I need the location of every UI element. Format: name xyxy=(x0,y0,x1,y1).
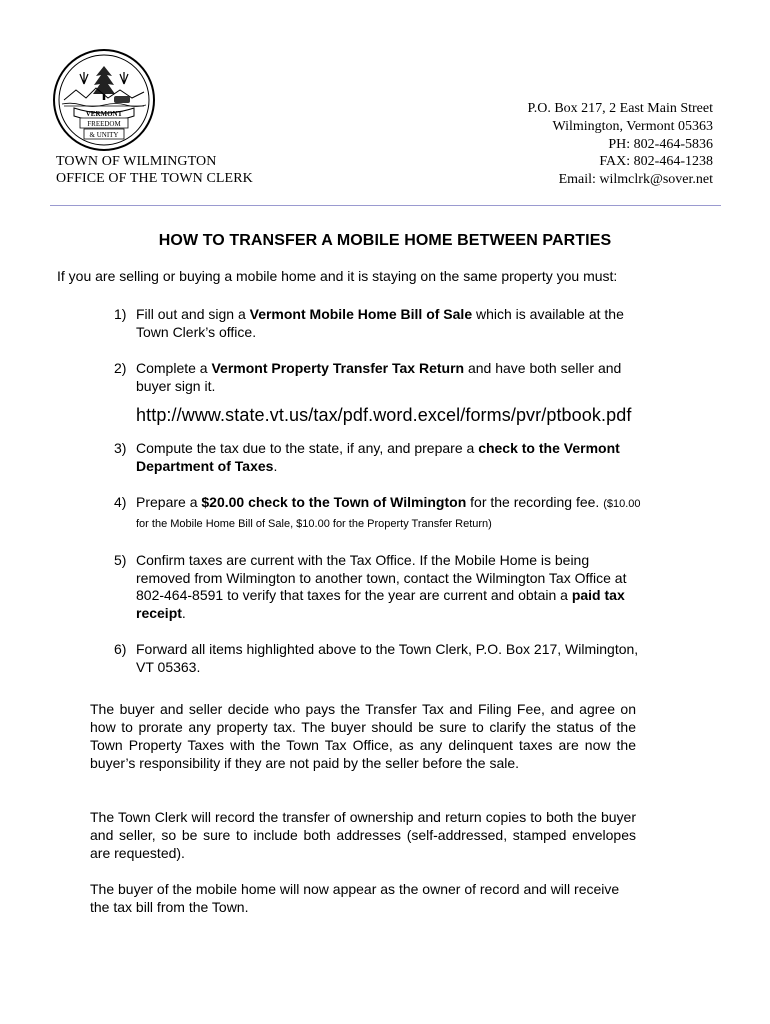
step-bold: Vermont Property Transfer Tax Return xyxy=(211,360,465,376)
seal-top-text: VERMONT xyxy=(85,110,123,118)
step-number: 5) xyxy=(114,552,127,568)
step-number: 3) xyxy=(114,440,127,456)
paragraph-owner-of-record: The buyer of the mobile home will now appear as the owner of record and will receive the tax bill from the Town. xyxy=(90,881,620,915)
step-text-end: and have both seller and buyer sign it. xyxy=(136,360,622,394)
step-text-end: . xyxy=(273,457,278,474)
contact-address: P.O. Box 217, 2 East Main Street xyxy=(527,101,713,116)
step-text: Complete a xyxy=(136,360,212,376)
contact-email[interactable]: Email: wilmclrk@sover.net xyxy=(558,172,713,188)
step-item xyxy=(114,641,644,676)
paragraph-recording: The Town Clerk will record the transfer of ownership and return copies to both the buyer and seller, so be sure to include both addresses (self-addressed, stamped envelopes are requested). xyxy=(90,809,636,861)
step-bold: paid tax receipt xyxy=(136,587,625,621)
step-text-end: . xyxy=(181,604,186,621)
step-text: Fill out and sign a xyxy=(136,306,250,322)
step-number: 6) xyxy=(114,641,127,657)
step-fee-note: ($10.00 for the Mobile Home Bill of Sale, $10.00 for the Property Transfer Return) xyxy=(136,498,641,530)
step-number: 1) xyxy=(114,306,127,322)
step-number: 2) xyxy=(114,360,127,376)
step-text-end: for the recording fee. xyxy=(466,494,604,510)
step-text: Forward all items highlighted above to the Town Clerk, P.O. Box 217, Wilmington, VT 05363. xyxy=(136,641,639,675)
step-text: Prepare a xyxy=(136,494,202,510)
seal-motto-line2: & UNITY xyxy=(89,131,119,139)
step-bold: check to the Vermont Department of Taxes xyxy=(136,440,620,474)
contact-city: Wilmington, Vermont 05363 xyxy=(552,118,713,134)
step-bold: $20.00 check to the Town of Wilmington xyxy=(201,494,467,510)
step-text-end: which is available at the Town Clerk’s office. xyxy=(136,306,624,340)
step-item xyxy=(114,360,644,395)
step-item xyxy=(114,306,644,341)
contact-block xyxy=(528,100,714,189)
step-text: Compute the tax due to the state, if any, and prepare a xyxy=(136,440,479,456)
vermont-seal xyxy=(52,48,156,152)
page-title: HOW TO TRANSFER A MOBILE HOME BETWEEN PARTIES xyxy=(158,232,612,249)
office-line2: OFFICE OF THE TOWN CLERK xyxy=(56,171,253,186)
seal-icon xyxy=(52,48,156,152)
step-item xyxy=(114,440,644,475)
steps-list xyxy=(114,306,644,695)
seal-motto-line1: FREEDOM xyxy=(87,120,121,128)
step-number: 4) xyxy=(114,494,127,510)
intro-text: If you are selling or buying a mobile home and it is staying on the same property you must: xyxy=(57,268,618,284)
step-text: Confirm taxes are current with the Tax Office. If the Mobile Home is being removed from Wilmington to another town, contact the Wilmington Tax Office at 802-464-8591 to verify that taxes for the year are current and obtain a xyxy=(136,552,627,603)
paragraph-transfer-tax: The buyer and seller decide who pays the Transfer Tax and Filing Fee, and agree on how to prorate any property tax. The buyer should be sure to clarify the status of the Town Property Taxes with the Town Tax Office, as any delinquent taxes are now the buyer’s responsibility if they are not paid by the seller before the sale. xyxy=(90,701,636,771)
step-bold: Vermont Mobile Home Bill of Sale xyxy=(249,306,473,322)
header-divider xyxy=(50,205,721,206)
tax-form-link[interactable]: http://www.state.vt.us/tax/pdf.word.excel/forms/pvr/ptbook.pdf xyxy=(136,405,632,425)
office-line1: TOWN OF WILMINGTON xyxy=(56,154,217,169)
contact-phone: PH: 802-464-5836 xyxy=(608,136,713,152)
step-item xyxy=(114,494,644,533)
office-name xyxy=(56,153,253,187)
contact-fax: FAX: 802-464-1238 xyxy=(599,154,713,170)
step-item xyxy=(114,552,644,622)
